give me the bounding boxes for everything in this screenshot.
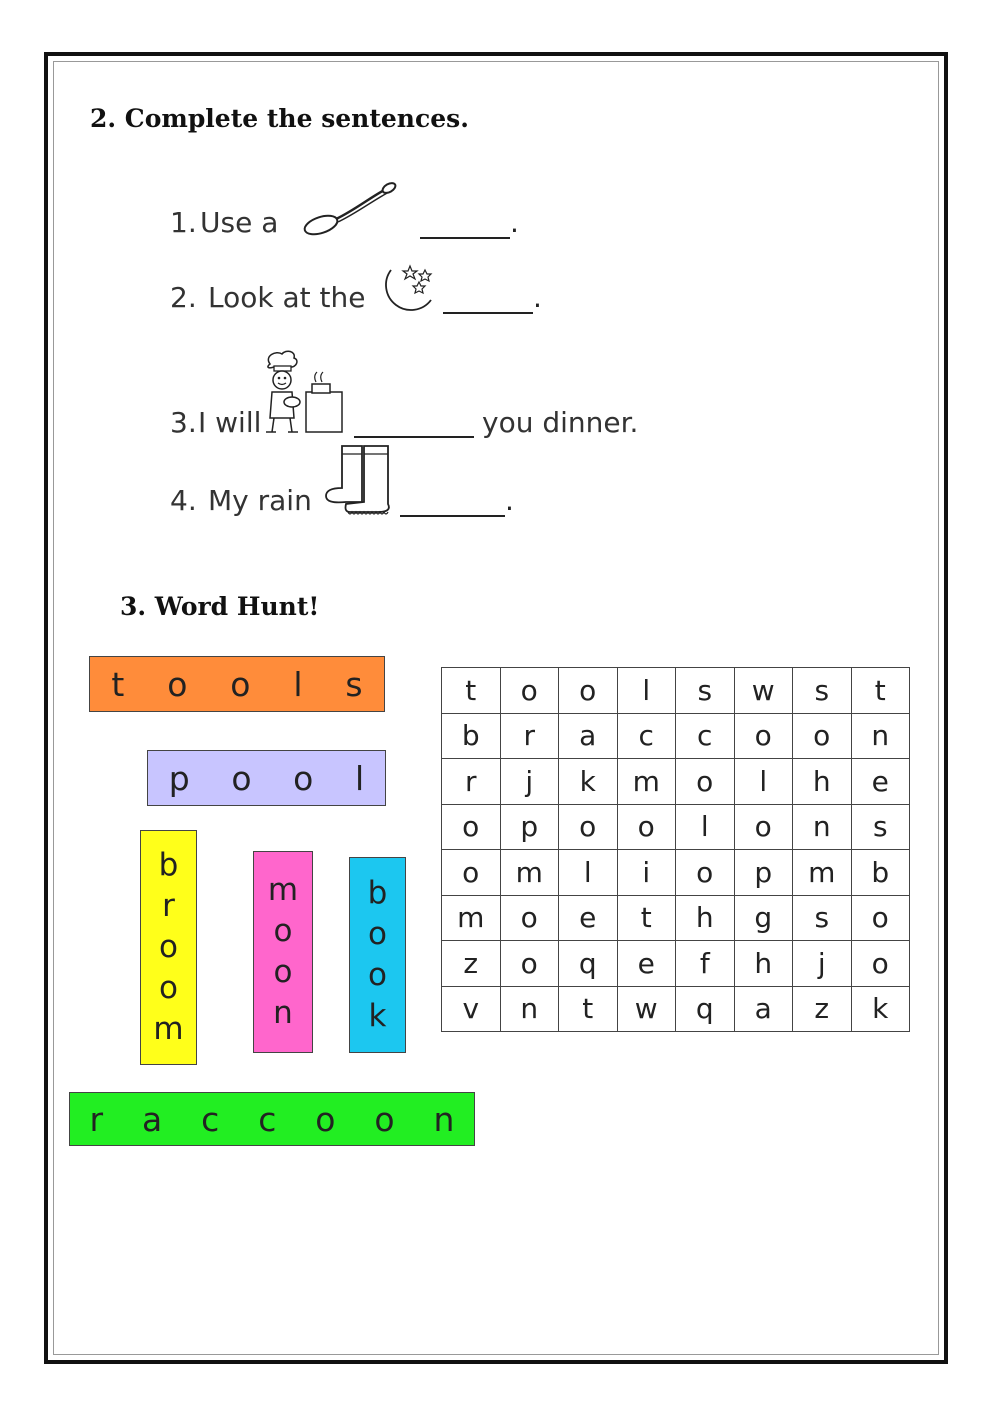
boots-icon (322, 442, 400, 518)
word-letter: m (267, 872, 299, 908)
word-letter: s (345, 664, 363, 704)
grid-cell[interactable]: o (559, 804, 618, 850)
grid-cell[interactable]: o (851, 941, 910, 987)
word-letter: l (354, 758, 365, 798)
sentence-3-text: I will (198, 406, 262, 439)
grid-cell[interactable]: h (676, 895, 735, 941)
word-letter: b (158, 847, 179, 883)
sentence-1-number: 1. (170, 206, 197, 239)
grid-cell[interactable]: o (617, 804, 676, 850)
grid-cell[interactable]: e (617, 941, 676, 987)
grid-cell[interactable]: c (617, 713, 676, 759)
sentence-2-end: . (533, 281, 542, 314)
grid-cell[interactable]: l (676, 804, 735, 850)
grid-cell[interactable]: t (851, 668, 910, 714)
word-letter: o (368, 957, 387, 993)
word-letter: b (367, 875, 388, 911)
grid-cell[interactable]: l (734, 759, 793, 805)
word-box-broom (140, 830, 197, 1065)
word-box-pool (147, 750, 386, 806)
grid-row (442, 759, 910, 805)
grid-cell[interactable]: p (500, 804, 559, 850)
word-letter: o (293, 758, 314, 798)
grid-cell[interactable]: m (617, 759, 676, 805)
word-letter: o (368, 916, 387, 952)
grid-cell[interactable]: r (500, 713, 559, 759)
grid-cell[interactable]: k (559, 759, 618, 805)
word-letter: r (89, 1099, 104, 1139)
grid-cell[interactable]: n (851, 713, 910, 759)
grid-cell[interactable]: g (734, 895, 793, 941)
word-letter: a (141, 1099, 163, 1139)
sentence-3-blank[interactable] (354, 436, 474, 438)
grid-row (442, 668, 910, 714)
grid-cell[interactable]: f (676, 941, 735, 987)
sentence-3-end: you dinner. (482, 406, 639, 439)
grid-cell[interactable]: s (793, 668, 852, 714)
grid-cell[interactable]: j (793, 941, 852, 987)
grid-row (442, 804, 910, 850)
grid-cell[interactable]: m (442, 895, 501, 941)
grid-cell[interactable]: s (676, 668, 735, 714)
section-2-heading: 2. Complete the sentences. (90, 104, 469, 133)
word-letter: o (273, 913, 293, 949)
grid-cell[interactable]: s (851, 804, 910, 850)
grid-cell[interactable]: h (793, 759, 852, 805)
grid-cell[interactable]: w (617, 986, 676, 1032)
word-letter: k (368, 998, 387, 1034)
word-letter: o (230, 664, 251, 704)
cook-icon (262, 350, 352, 436)
grid-cell[interactable]: z (442, 941, 501, 987)
grid-cell[interactable]: k (851, 986, 910, 1032)
sentence-2-number: 2. (170, 281, 197, 314)
grid-cell[interactable]: o (734, 804, 793, 850)
grid-cell[interactable]: q (559, 941, 618, 987)
grid-cell[interactable]: o (559, 668, 618, 714)
grid-cell[interactable]: q (676, 986, 735, 1032)
word-letter: o (374, 1099, 395, 1139)
grid-cell[interactable]: l (617, 668, 676, 714)
grid-cell[interactable]: r (442, 759, 501, 805)
word-letter: o (231, 758, 252, 798)
grid-cell[interactable]: e (851, 759, 910, 805)
grid-cell[interactable]: o (500, 668, 559, 714)
grid-cell[interactable]: m (793, 850, 852, 896)
grid-cell[interactable]: m (500, 850, 559, 896)
grid-cell[interactable]: z (793, 986, 852, 1032)
grid-cell[interactable]: t (559, 986, 618, 1032)
grid-cell[interactable]: o (442, 804, 501, 850)
word-letter: r (162, 888, 175, 924)
spoon-icon (300, 180, 400, 238)
word-letter: o (167, 664, 188, 704)
grid-row (442, 713, 910, 759)
grid-cell[interactable]: p (734, 850, 793, 896)
grid-cell[interactable]: o (442, 850, 501, 896)
grid-cell[interactable]: n (500, 986, 559, 1032)
grid-cell[interactable]: b (851, 850, 910, 896)
sentence-4-text: My rain (208, 484, 312, 517)
word-box-book (349, 857, 406, 1053)
grid-row (442, 895, 910, 941)
grid-cell[interactable]: t (442, 668, 501, 714)
word-letter: o (159, 929, 178, 965)
section-3-heading: 3. Word Hunt! (120, 592, 320, 621)
grid-cell[interactable]: s (793, 895, 852, 941)
word-letter: l (293, 664, 303, 704)
grid-cell[interactable]: n (793, 804, 852, 850)
grid-cell[interactable]: b (442, 713, 501, 759)
grid-cell[interactable]: t (617, 895, 676, 941)
grid-cell[interactable]: a (734, 986, 793, 1032)
sentence-4-end: . (505, 484, 514, 517)
grid-cell[interactable]: v (442, 986, 501, 1032)
word-letter: c (201, 1099, 220, 1139)
moon-stars-icon (377, 264, 437, 316)
grid-cell[interactable]: o (851, 895, 910, 941)
grid-cell[interactable]: o (793, 713, 852, 759)
grid-cell[interactable]: h (734, 941, 793, 987)
sentence-1-end: . (510, 206, 519, 239)
grid-cell[interactable]: o (676, 759, 735, 805)
word-letter: m (153, 1011, 184, 1047)
grid-row (442, 850, 910, 896)
word-letter: n (433, 1099, 455, 1139)
grid-row (442, 941, 910, 987)
word-letter: o (273, 954, 293, 990)
grid-cell[interactable]: o (676, 850, 735, 896)
sentence-4-blank[interactable] (400, 515, 505, 517)
grid-cell[interactable]: j (500, 759, 559, 805)
word-box-tools (89, 656, 385, 712)
sentence-2-text: Look at the (208, 281, 366, 314)
grid-cell[interactable]: a (559, 713, 618, 759)
word-letter: t (111, 664, 125, 704)
grid-cell[interactable]: w (734, 668, 793, 714)
word-letter: o (159, 970, 178, 1006)
grid-cell[interactable]: i (617, 850, 676, 896)
grid-cell[interactable]: o (734, 713, 793, 759)
word-letter: o (315, 1099, 336, 1139)
sentence-3-number: 3. (170, 406, 197, 439)
grid-row (442, 986, 910, 1032)
grid-cell[interactable]: e (559, 895, 618, 941)
grid-cell[interactable]: o (500, 941, 559, 987)
word-search-grid (441, 667, 910, 1032)
word-letter: p (168, 758, 190, 798)
word-box-moon (253, 851, 313, 1053)
grid-cell[interactable]: o (500, 895, 559, 941)
word-letter: c (258, 1099, 277, 1139)
grid-cell[interactable]: l (559, 850, 618, 896)
grid-cell[interactable]: c (676, 713, 735, 759)
word-letter: n (273, 995, 293, 1031)
word-box-raccoon (69, 1092, 475, 1146)
sentence-4-number: 4. (170, 484, 197, 517)
sentence-1-blank[interactable] (420, 237, 510, 239)
sentence-2-blank[interactable] (443, 312, 533, 314)
sentence-1-text: Use a (200, 206, 279, 239)
